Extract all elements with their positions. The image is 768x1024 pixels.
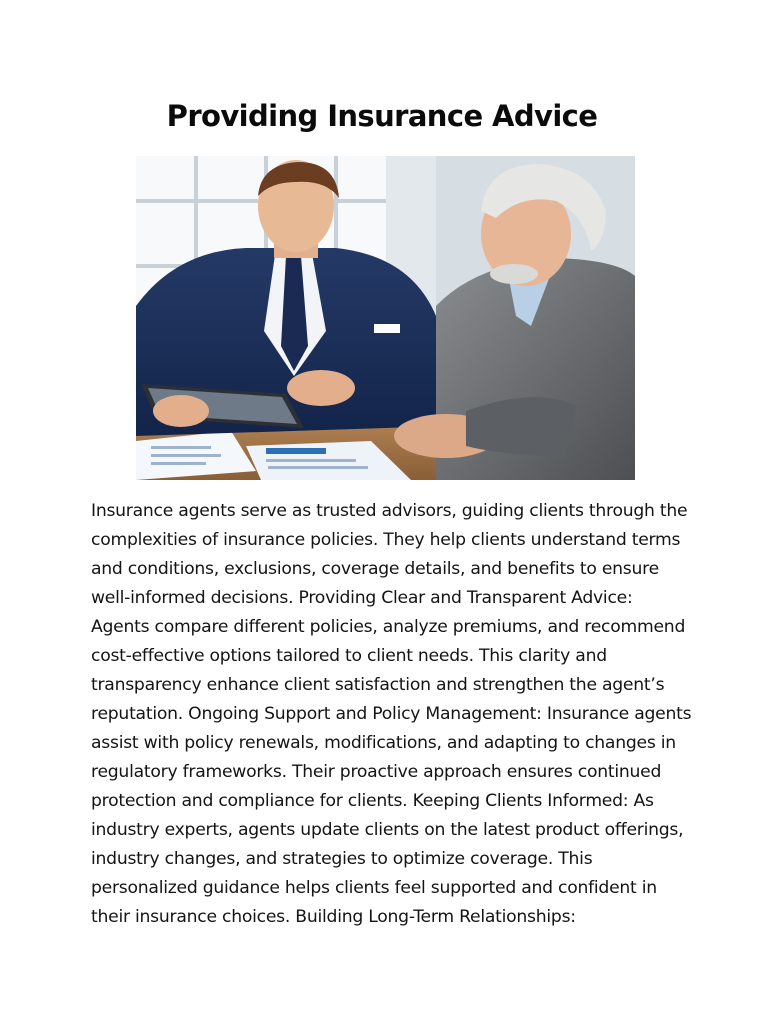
body-line: industry changes, and strategies to optimize coverage. This bbox=[91, 849, 593, 869]
body-line: regulatory frameworks. Their proactive approach ensures continued bbox=[91, 762, 662, 782]
body-line: Insurance agents serve as trusted advisors, guiding clients through the bbox=[91, 501, 688, 521]
body-line: transparency enhance client satisfaction and strengthen the agent’s bbox=[91, 675, 665, 695]
page-title: Providing Insurance Advice bbox=[166, 99, 598, 133]
body-line: well-informed decisions. Providing Clear and Transparent Advice: bbox=[91, 588, 633, 608]
illustration-image bbox=[136, 156, 635, 480]
body-line: industry experts, agents update clients on the latest product offerings, bbox=[91, 820, 684, 840]
body-line: and conditions, exclusions, coverage details, and benefits to ensure bbox=[91, 559, 659, 579]
body-line: cost-effective options tailored to client needs. This clarity and bbox=[91, 646, 607, 666]
body-line: protection and compliance for clients. Keeping Clients Informed: As bbox=[91, 791, 654, 811]
body-line: complexities of insurance policies. They help clients understand terms bbox=[91, 530, 681, 550]
body-line: assist with policy renewals, modifications, and adapting to changes in bbox=[91, 733, 676, 753]
body-line: personalized guidance helps clients feel supported and confident in bbox=[91, 878, 657, 898]
body-paragraph bbox=[91, 497, 691, 932]
body-line: Agents compare different policies, analyze premiums, and recommend bbox=[91, 617, 686, 637]
body-line: reputation. Ongoing Support and Policy Management: Insurance agents bbox=[91, 704, 692, 724]
body-line: their insurance choices. Building Long-Term Relationships: bbox=[91, 907, 576, 927]
photo-illustration-icon bbox=[136, 156, 635, 480]
